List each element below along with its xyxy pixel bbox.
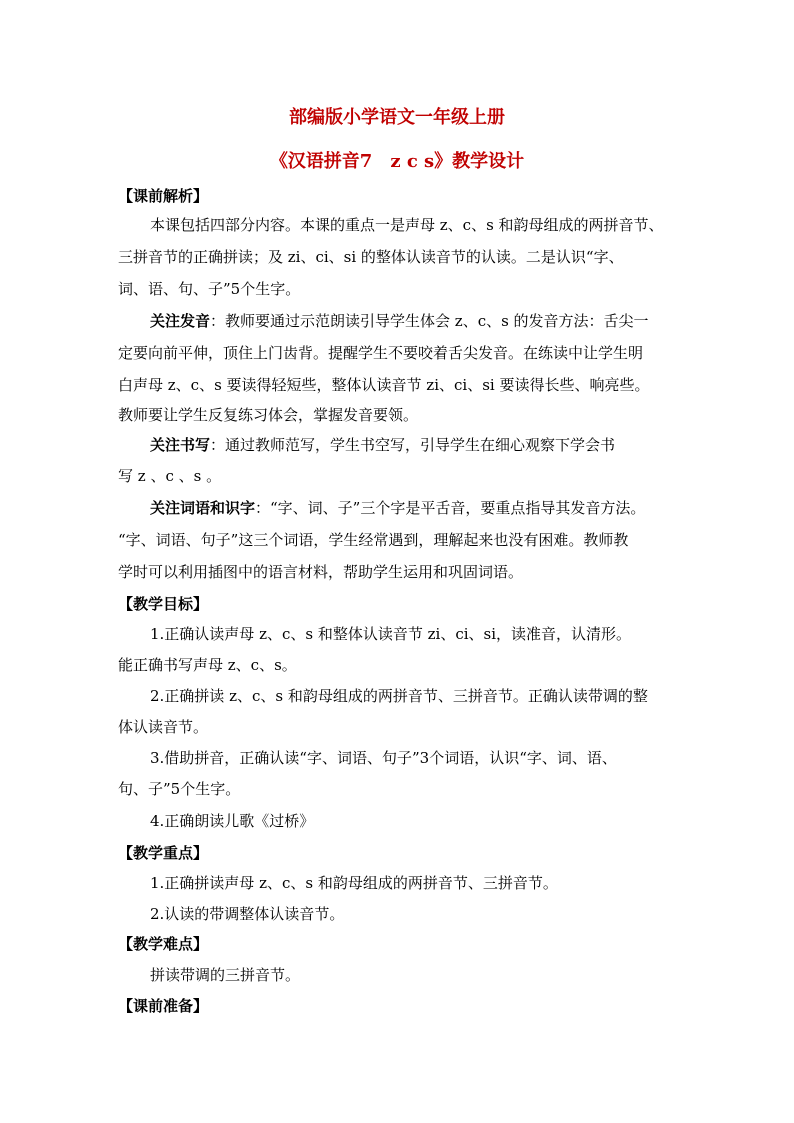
objective-item: 4.正确朗读儿歌《过桥》 bbox=[150, 812, 315, 830]
section-heading-pre-analysis: 【课前解析】 bbox=[118, 187, 209, 205]
focus-words-text: ：“字、词、子”三个字是平舌音，要重点指导其发音方法。 bbox=[255, 499, 646, 517]
focus-writing-text: ：通过教师范写，学生书空写，引导学生在细心观察下学会书 bbox=[210, 436, 616, 454]
paragraph-line: 词、语、句、子”5个生字。 bbox=[118, 280, 301, 298]
key-point-item: 1.正确拼读声母 z、c、s 和韵母组成的两拼音节、三拼音节。 bbox=[150, 874, 558, 892]
focus-words-line bbox=[150, 498, 645, 518]
objective-item-cont: 体认读音节。 bbox=[118, 718, 209, 736]
section-heading-key-points: 【教学重点】 bbox=[118, 844, 209, 862]
focus-words-label: 关注词语和识字 bbox=[150, 499, 256, 517]
focus-writing-label: 关注书写 bbox=[150, 436, 211, 454]
objective-item: 1.正确认读声母 z、c、s 和整体认读音节 zi、ci、si，读准音，认清形。 bbox=[150, 625, 632, 643]
focus-pronunciation-label: 关注发音 bbox=[150, 312, 211, 330]
objective-item: 2.正确拼读 z、c、s 和韵母组成的两拼音节、三拼音节。正确认读带调的整 bbox=[150, 687, 648, 705]
objective-item: 3.借助拼音，正确认读“字、词语、句子”3个词语，认识“字、词、语、 bbox=[150, 749, 617, 767]
section-heading-difficulties: 【教学难点】 bbox=[118, 935, 209, 953]
paragraph-line: 学时可以利用插图中的语言材料，帮助学生运用和巩固词语。 bbox=[118, 563, 524, 581]
paragraph-line: 定要向前平伸，顶住上门齿背。提醒学生不要咬着舌尖发音。在练读中让学生明 bbox=[118, 344, 644, 362]
focus-writing-line bbox=[150, 435, 615, 455]
section-heading-objectives: 【教学目标】 bbox=[118, 595, 209, 613]
objective-item-cont: 句、子”5个生字。 bbox=[118, 780, 241, 798]
document-subtitle: 《汉语拼音7 z c s》教学设计 bbox=[269, 151, 525, 172]
objective-item-cont: 能正确书写声母 z、c、s。 bbox=[118, 656, 297, 674]
key-point-item: 2.认读的带调整体认读音节。 bbox=[150, 905, 345, 923]
paragraph-line: “字、词语、句子”这三个词语，学生经常遇到，理解起来也没有困难。教师教 bbox=[118, 531, 629, 549]
paragraph-line: 三拼音节的正确拼读；及 zi、ci、si 的整体认读音节的认读。二是认识“字、 bbox=[118, 248, 624, 266]
focus-pronunciation-line bbox=[150, 311, 649, 331]
section-heading-preparation: 【课前准备】 bbox=[118, 997, 209, 1015]
focus-pronunciation-text: ：教师要通过示范朗读引导学生体会 z、c、s 的发音方法：舌尖一 bbox=[210, 312, 649, 330]
paragraph-line: 本课包括四部分内容。本课的重点一是声母 z、c、s 和韵母组成的两拼音节、 bbox=[150, 216, 664, 234]
paragraph-line: 教师要让学生反复练习体会，掌握发音要领。 bbox=[118, 406, 419, 424]
paragraph-line: 白声母 z、c、s 要读得轻短些，整体认读音节 zi、ci、si 要读得长些、响亮些。 bbox=[118, 376, 650, 394]
paragraph-line: 写 z 、c 、s 。 bbox=[118, 467, 222, 485]
difficulty-item: 拼读带调的三拼音节。 bbox=[150, 966, 301, 984]
document-title: 部编版小学语文一年级上册 bbox=[289, 107, 505, 128]
